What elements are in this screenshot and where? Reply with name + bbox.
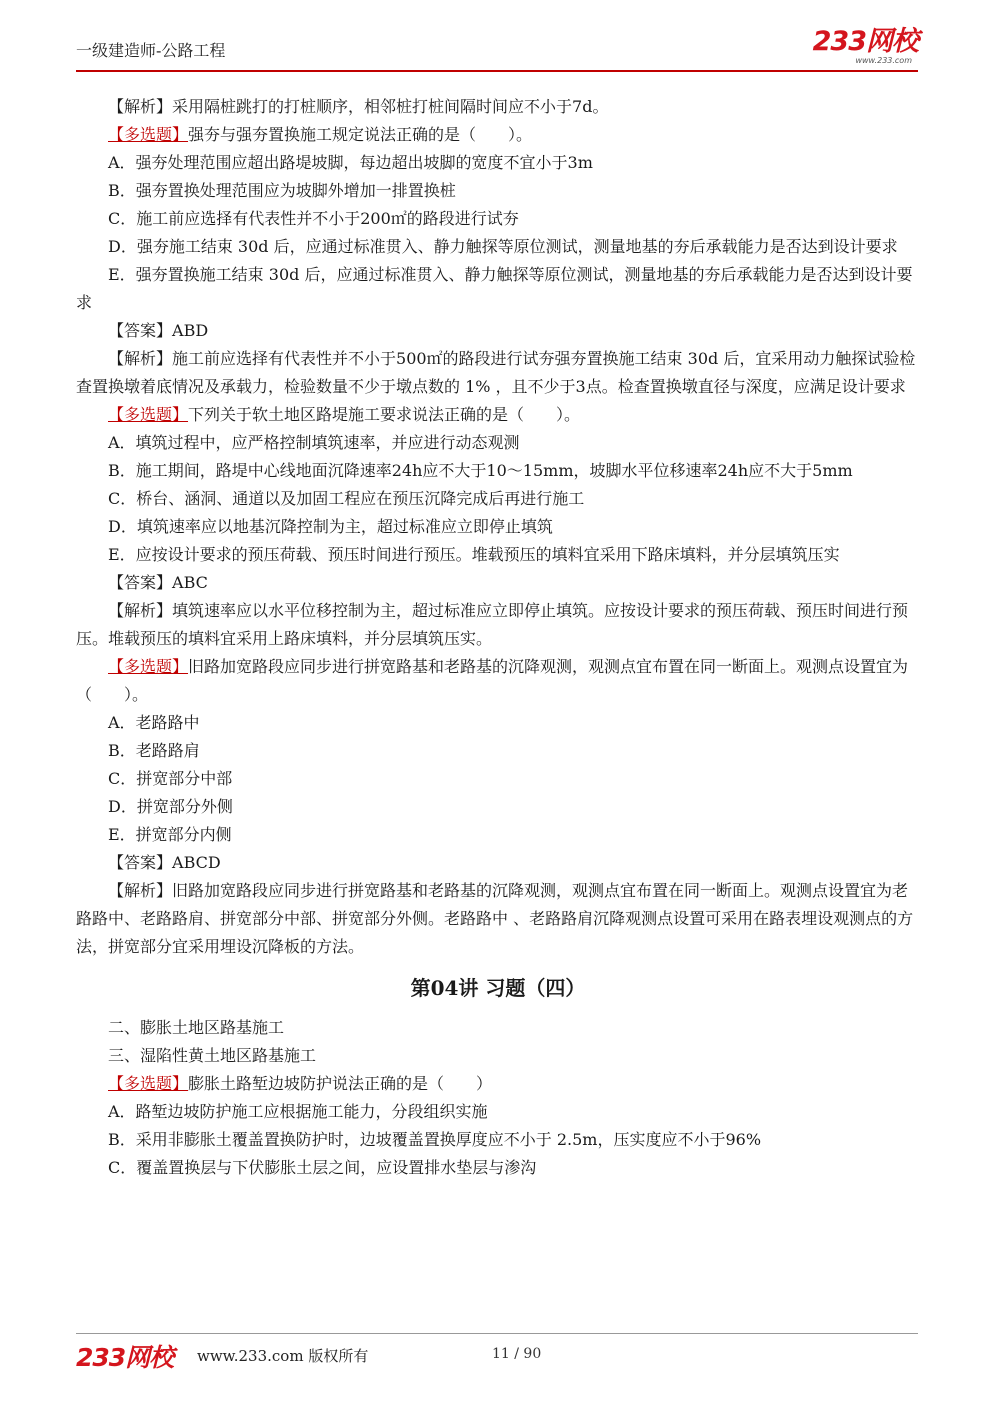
- paragraph-text: 强夯与强夯置换施工规定说法正确的是（ ）。: [188, 125, 533, 144]
- answer-paragraph: [76, 849, 920, 877]
- answer-paragraph: [76, 569, 920, 597]
- page-number: 11 / 90: [492, 1346, 542, 1362]
- option-line: B．强夯置换处理范围应为坡脚外增加一排置换桩: [108, 181, 456, 200]
- option-line: E．拼宽部分内侧: [108, 825, 232, 844]
- lesson-heading: 第04讲 习题（四）: [410, 976, 586, 1000]
- option-line: C．桥台、涵洞、通道以及加固工程应在预压沉降完成后再进行施工: [108, 489, 585, 508]
- answer-paragraph: [76, 93, 920, 121]
- header-divider: [76, 70, 918, 72]
- section-tag: 【解析】: [108, 349, 173, 368]
- logo-text: 233网校: [812, 26, 918, 57]
- option-line: 三、湿陷性黄土地区路基施工: [108, 1046, 317, 1065]
- paragraph-text: 膨胀土路堑边坡防护说法正确的是（ ）: [188, 1074, 493, 1093]
- paragraph-text: 施工前应选择有代表性并不小于500㎡的路段进行试夯强夯置换施工结束 30d 后，宜采用动力触探试验检查置换墩着底情况及承载力，检验数量不少于墩点数的 1% ，且不少于3点。检查置换墩直径与深度，应满足设计要求: [76, 349, 916, 396]
- answer-paragraph: [76, 345, 920, 401]
- section-tag: 【解析】: [108, 97, 173, 116]
- option-line: E．强夯置换施工结束 30d 后，应通过标准贯入、静力触探等原位测试，测量地基的夯后承载能力是否达到设计要求: [76, 265, 913, 312]
- document-body: [76, 93, 920, 1182]
- option-line: D．强夯施工结束 30d 后，应通过标准贯入、静力触探等原位测试，测量地基的夯后承载能力是否达到设计要求: [108, 237, 898, 256]
- question-type-tag: 【多选题】: [108, 1074, 189, 1093]
- question-stem: [76, 121, 920, 149]
- question-type-tag: 【多选题】: [108, 405, 189, 424]
- option-line: 二、膨胀土地区路基施工: [108, 1018, 285, 1037]
- brand-logo: [813, 28, 918, 66]
- paragraph-text: 下列关于软土地区路堤施工要求说法正确的是（ ）。: [188, 405, 581, 424]
- option-line: C．拼宽部分中部: [108, 769, 233, 788]
- footer-copyright: www.233.com 版权所有: [197, 1347, 369, 1365]
- logo-url: www.233.com: [855, 56, 912, 65]
- question-stem: [76, 653, 920, 709]
- option-line: C．施工前应选择有代表性并不小于200㎡的路段进行试夯: [108, 209, 519, 228]
- option-line: A．老路路中: [108, 713, 200, 732]
- answer-paragraph: [76, 877, 920, 961]
- section-tag: 【答案】: [108, 853, 173, 872]
- footer-logo: 233网校: [76, 1343, 174, 1372]
- section-tag: 【解析】: [108, 601, 173, 620]
- option-line: B．采用非膨胀土覆盖置换防护时，边坡覆盖置换厚度应不小于 2.5m，压实度应不小于96%: [108, 1130, 762, 1149]
- paragraph-text: 旧路加宽路段应同步进行拼宽路基和老路基的沉降观测，观测点宜布置在同一断面上。观测点设置宜为（ ）。: [76, 657, 909, 704]
- paragraph-text: ABD: [172, 321, 209, 340]
- question-stem: [76, 401, 920, 429]
- option-line: D．拼宽部分外侧: [108, 797, 233, 816]
- answer-paragraph: [76, 317, 920, 345]
- option-line: A．路堑边坡防护施工应根据施工能力，分段组织实施: [108, 1102, 488, 1121]
- footer-divider: [76, 1333, 918, 1334]
- header-title: 一级建造师-公路工程: [76, 41, 226, 60]
- question-stem: [76, 1070, 920, 1098]
- paragraph-text: 采用隔桩跳打的打桩顺序，相邻桩打桩间隔时间应不小于7d。: [172, 97, 609, 116]
- option-line: A．填筑过程中，应严格控制填筑速率，并应进行动态观测: [108, 433, 520, 452]
- answer-paragraph: [76, 597, 920, 653]
- question-type-tag: 【多选题】: [108, 125, 189, 144]
- option-line: B．老路路肩: [108, 741, 200, 760]
- option-line: A．强夯处理范围应超出路堤坡脚，每边超出坡脚的宽度不宜小于3m: [108, 153, 593, 172]
- option-line: E．应按设计要求的预压荷载、预压时间进行预压。堆载预压的填料宜采用下路床填料，并分层填筑压实: [108, 545, 840, 564]
- section-tag: 【答案】: [108, 573, 173, 592]
- option-line: B．施工期间，路堤中心线地面沉降速率24h应不大于10～15mm，坡脚水平位移速率24h应不大于5mm: [108, 461, 853, 480]
- paragraph-text: 旧路加宽路段应同步进行拼宽路基和老路基的沉降观测，观测点宜布置在同一断面上。观测点设置宜为老路路中、老路路肩、拼宽部分中部、拼宽部分外侧。老路路中 、老路路肩沉降观测点设置可采用在路表埋设观测点的方法，拼宽部分宜采用埋设沉降板的方法。: [76, 881, 914, 956]
- paragraph-text: ABCD: [172, 853, 221, 872]
- section-tag: 【解析】: [108, 881, 173, 900]
- paragraph-text: ABC: [172, 573, 208, 592]
- section-tag: 【答案】: [108, 321, 173, 340]
- paragraph-text: 填筑速率应以水平位移控制为主，超过标准应立即停止填筑。应按设计要求的预压荷载、预压时间进行预压。堆载预压的填料宜采用上路床填料，并分层填筑压实。: [76, 601, 909, 648]
- option-line: C．覆盖置换层与下伏膨胀土层之间，应设置排水垫层与渗沟: [108, 1158, 537, 1177]
- question-type-tag: 【多选题】: [108, 657, 189, 676]
- option-line: D．填筑速率应以地基沉降控制为主，超过标准应立即停止填筑: [108, 517, 553, 536]
